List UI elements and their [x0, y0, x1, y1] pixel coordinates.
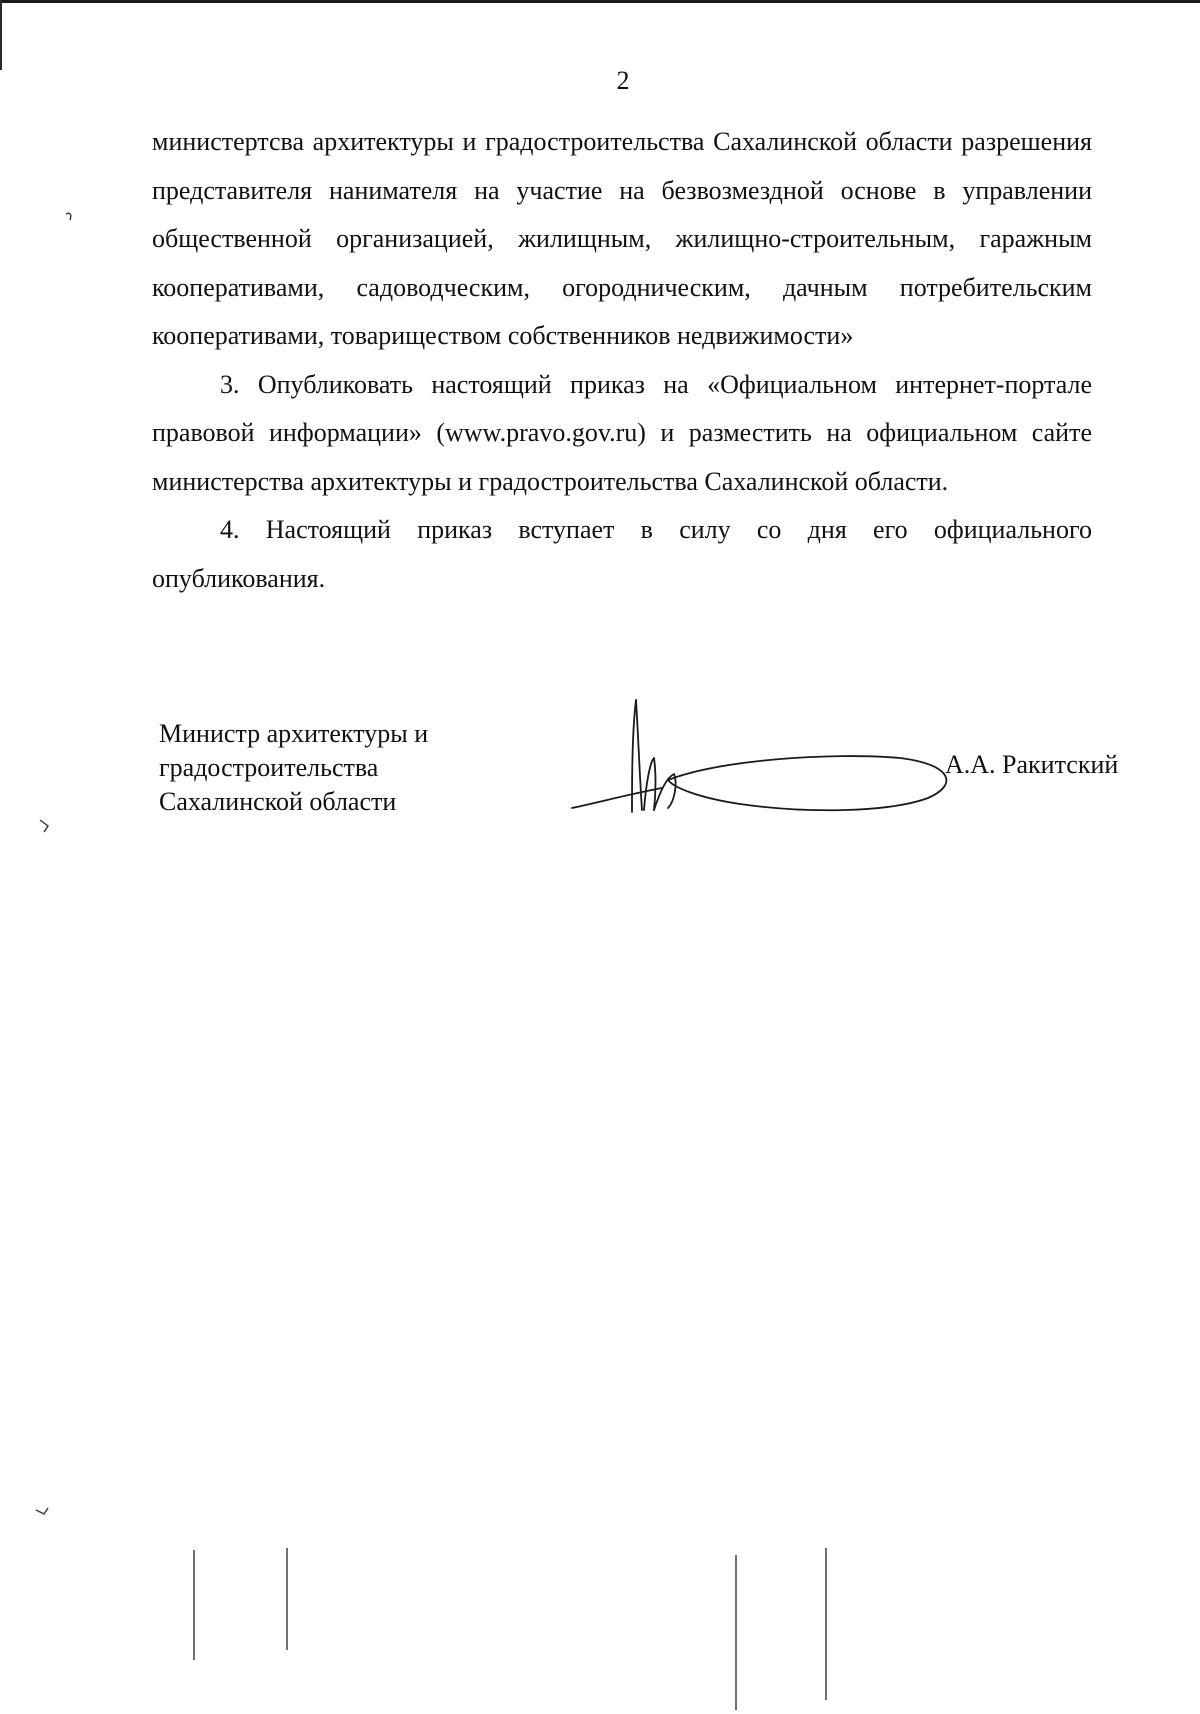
- handwritten-signature-icon: [570, 692, 970, 827]
- signatory-position: [159, 717, 428, 819]
- paragraph-item-4: 4. Настоящий приказ вступает в силу со дня его официального опубликования.: [152, 515, 1092, 593]
- paragraph-continuation: министертсва архитектуры и градостроительства Сахалинской области разрешения представителя нанимателя на участие на безвозмездной основе в управлении общественной организацией, жилищным, жилищно-строительным, гаражным кооперативами, садоводческим, огородническим, дачным потребительским кооперативами, товариществом собственников недвижимости»: [152, 127, 1092, 350]
- signatory-name: А.А. Ракитский: [945, 750, 1119, 779]
- document-body: [152, 118, 1092, 603]
- signatory-position-line: Сахалинской области: [159, 787, 397, 816]
- scan-top-edge: [0, 0, 1200, 3]
- scan-left-edge: [0, 0, 2, 70]
- signatory-position-line: градостроительства: [159, 753, 379, 782]
- paragraph-item-3: 3. Опубликовать настоящий приказ на «Официальном интернет-портале правовой информации» (www.pravo.gov.ru) и разместить на официальном сайте министерства архитектуры и градостроительства Сахалинской области.: [152, 369, 1092, 496]
- signatory-position-line: Министр архитектуры и: [159, 719, 429, 748]
- page-number: 2: [616, 66, 630, 95]
